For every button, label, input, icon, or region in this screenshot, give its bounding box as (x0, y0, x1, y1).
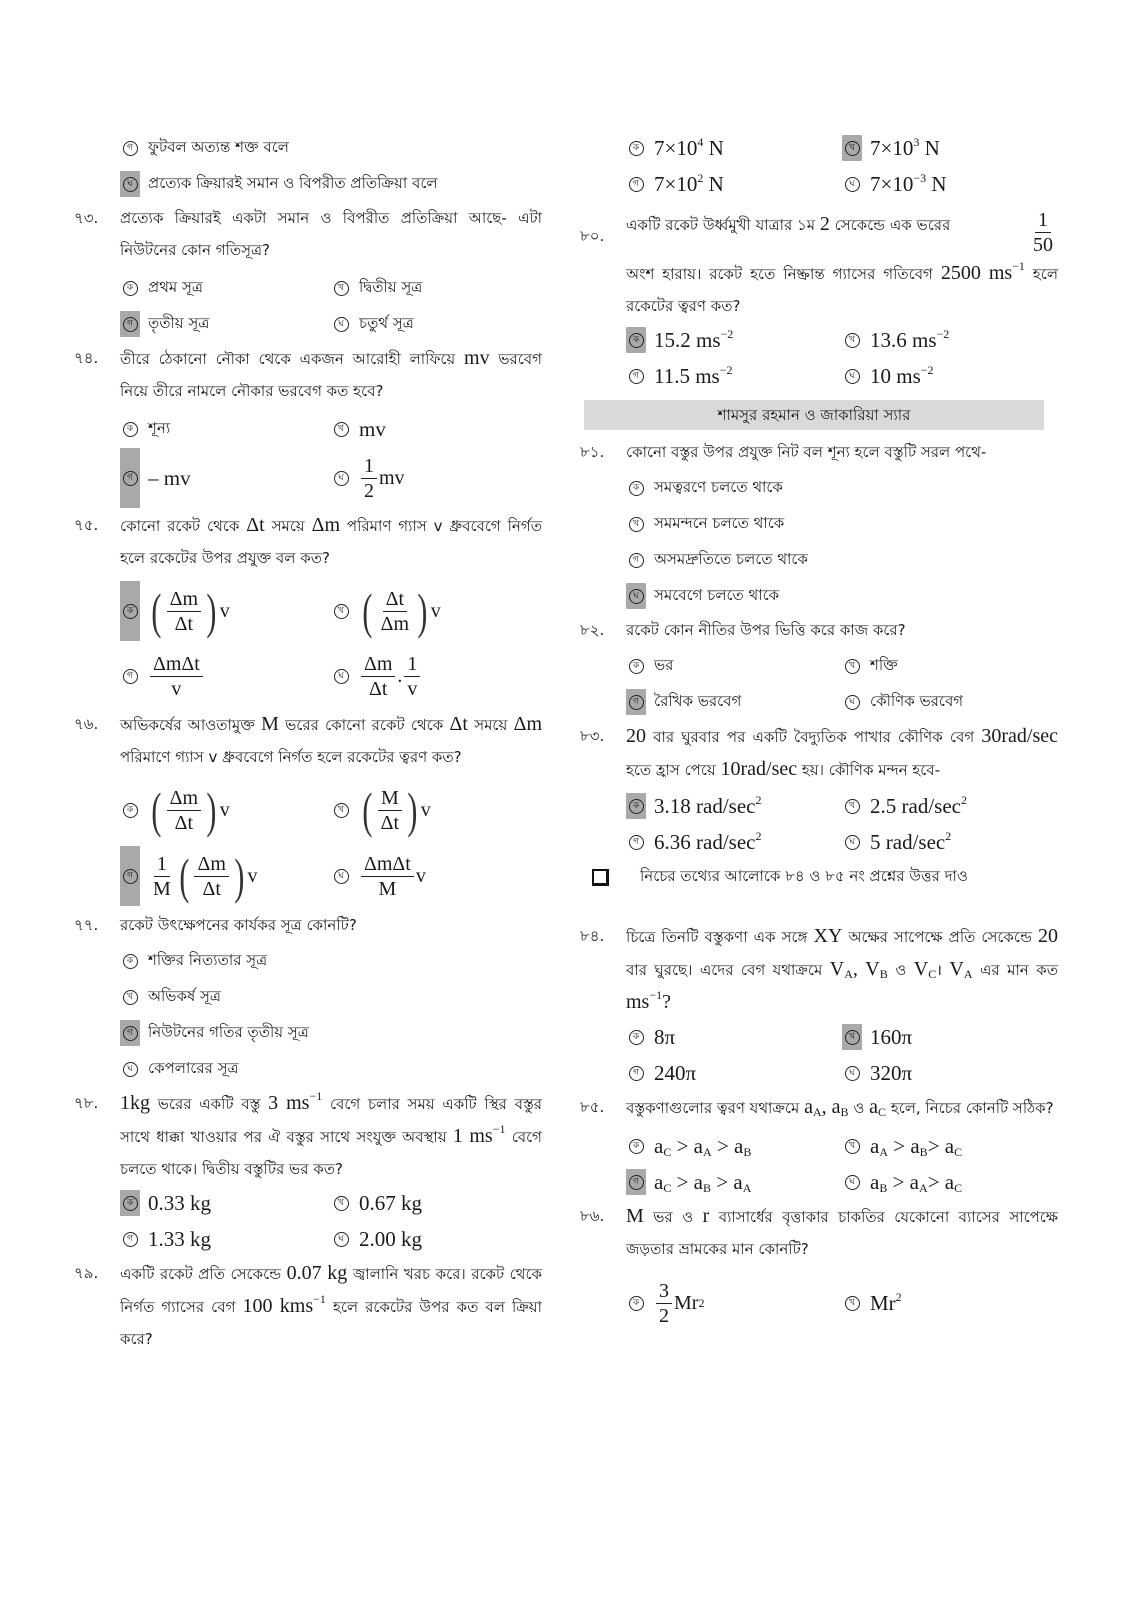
question-number: ৮০. (580, 227, 605, 245)
option-marker-gha-icon: ঘ (842, 171, 862, 197)
info-note (588, 860, 1058, 892)
option-formula: $\frac{1}{M}$ ( $\frac{\Delta m}{\Delta t}$ ) v (153, 848, 258, 904)
option-ga[interactable] (626, 166, 842, 202)
question-78 (74, 1087, 543, 1257)
option-kha[interactable] (842, 322, 1058, 358)
option-text: তৃতীয় সূত্র (148, 313, 210, 332)
option-ga[interactable] (626, 542, 1058, 578)
option-gha[interactable] (842, 824, 1058, 860)
option-ka[interactable] (626, 1273, 842, 1333)
option-ka[interactable] (626, 1128, 842, 1164)
question-80 (580, 208, 1058, 394)
option-text: 0.67 kg (359, 1190, 422, 1215)
option-marker-ka-icon: ক (626, 653, 646, 679)
option-marker-gha-icon: ঘ (120, 1056, 140, 1082)
option-marker-ka-icon: ক (626, 135, 646, 161)
question-text: রকেট কোন নীতির উপর ভিত্তি করে কাজ করে? (626, 621, 906, 639)
option-gha[interactable] (120, 1051, 542, 1087)
option-ka[interactable] (120, 943, 542, 979)
option-text: $7\times 10^4$ N (654, 134, 724, 160)
option-text: 8π (654, 1024, 676, 1049)
option-text: 0.33 kg (148, 1190, 211, 1215)
question-number: ৭৩. (74, 209, 99, 227)
option-ka[interactable] (120, 270, 331, 306)
question-text: রকেট উৎক্ষেপনের কার্যকর সূত্র কোনটি? (120, 916, 357, 934)
option-text: $7\times 10^3$ N (870, 134, 940, 160)
option-kha[interactable] (842, 648, 1058, 684)
option-marker-ga-icon: গ (120, 663, 140, 689)
question-text: 20 বার ঘুরবার পর একটি বৈদ্যুতিক পাখার কৌণিক বেগ 30rad/sec হতে হ্রাস পেয়ে 10rad/sec হয়। কৌণিক মন্দন হবে- (626, 725, 1058, 780)
option-text: 13.6 $ms^{-2}$ (870, 326, 950, 352)
option-text: প্রত্যেক ক্রিয়ারই সমান ও বিপরীত প্রতিক্রিয়া বলে (148, 173, 438, 192)
option-ga[interactable] (626, 824, 842, 860)
option-kha[interactable] (120, 979, 542, 1015)
option-marker-ka-highlighted-icon: ক (626, 327, 646, 353)
option-marker-kha-icon: খ (626, 511, 646, 537)
option-marker-ka-icon: ক (120, 416, 140, 442)
option-ga[interactable] (120, 1221, 331, 1257)
question-number: ৭৮. (74, 1094, 99, 1112)
option-marker-gha-icon: ঘ (331, 1226, 351, 1252)
option-marker-ka-icon: ক (626, 1133, 646, 1159)
question-number: ৮২. (580, 621, 605, 639)
question-82 (580, 614, 1058, 720)
option-ga[interactable] (120, 644, 331, 708)
question-text: প্রত্যেক ক্রিয়ারই একটা সমান ও বিপরীত প্রতিক্রিয়া আছে- এটা নিউটনের কোন গতিসূত্র? (120, 209, 542, 259)
option-marker-ka-icon: ক (120, 948, 140, 974)
option-text: অভিকর্ষ সূত্র (148, 986, 221, 1005)
question-text: 1kg ভরের একটি বস্তু 3 $ms^{-1}$ বেগে চলার সময় একটি স্থির বস্তুর সাথে ধাক্কা খাওয়ার পর ঐ বস্তুর সাথে সংযুক্ত অবস্থায় 1 $ms^{-1}$ বেগে চলতে থাকে। দ্বিতীয় বস্তুটির ভর কত? (120, 1089, 543, 1178)
note-text: নিচের তথ্যের আলোকে ৮৪ ও ৮৫ নং প্রশ্নের উত্তর দাও (640, 867, 968, 885)
option-text: নিউটনের গতির তৃতীয় সূত্র (148, 1022, 309, 1041)
option-text: কৌণিক ভরবেগ (870, 691, 964, 710)
option-marker-kha-icon: খ (842, 793, 862, 819)
option-text: $a_B > a_A> a_C$ (870, 1169, 963, 1195)
option-marker-kha-icon: খ (331, 1190, 351, 1216)
option-gha[interactable] (842, 684, 1058, 720)
option-text: শক্তির নিত্যতার সূত্র (148, 950, 268, 969)
option-marker-kha-highlighted-icon: খ (842, 135, 862, 161)
option-marker-ga-highlighted-icon: গ (120, 311, 140, 337)
option-ga-correct[interactable] (120, 843, 331, 909)
option-ga-correct[interactable] (120, 306, 331, 342)
option-marker-kha-icon: খ (842, 327, 862, 353)
question-number: ৮৬. (580, 1207, 605, 1225)
option-gha-correct[interactable] (120, 166, 542, 202)
option-text: $7\times 10^2$ N (654, 170, 724, 196)
option-marker-ga-icon: গ (626, 829, 646, 855)
question-text: কোনো বস্তুর উপর প্রযুক্ত নিট বল শূন্য হলে বস্তুটি সরল পথে- (626, 443, 987, 461)
option-marker-gha-icon: ঘ (842, 1169, 862, 1195)
question-text: অভিকর্ষের আওতামুক্ত M ভরের কোনো রকেট থেকে Δt সময়ে Δm পরিমাণে গ্যাস v ধ্রুববেগে নির্গত হলে রকেটের ত্বরণ কত? (120, 713, 542, 766)
option-kha[interactable] (842, 788, 1058, 824)
option-marker-gha-icon: ঘ (842, 829, 862, 855)
option-marker-ga-highlighted-icon: গ (626, 1169, 646, 1195)
option-ka-correct[interactable] (626, 322, 842, 358)
option-ka[interactable] (626, 648, 842, 684)
question-75 (74, 509, 542, 708)
option-gha[interactable] (842, 358, 1058, 394)
option-text: $a_A > a_B> a_C$ (870, 1133, 963, 1159)
option-gha[interactable] (331, 644, 542, 708)
option-kha[interactable] (331, 777, 542, 843)
option-gha[interactable] (331, 447, 542, 509)
option-marker-ga-icon: গ (120, 135, 140, 161)
option-ka[interactable] (626, 130, 842, 166)
option-ka[interactable] (626, 470, 1058, 506)
option-marker-kha-icon: খ (120, 984, 140, 1010)
question-72-tail (82, 130, 542, 202)
question-text: M ভর ও r ব্যাসার্ধের বৃত্তাকার চাকতির যেকোনো ব্যাসের সাপেক্ষে জড়তার ভ্রামকের মান কোনটি? (626, 1205, 1058, 1258)
option-formula: $\frac{\text{ΔmΔt}}{M}$ v (359, 852, 426, 901)
option-kha[interactable] (331, 270, 542, 306)
option-text: 5 rad/$\sec^2$ (870, 828, 952, 854)
option-marker-kha-icon: খ (842, 1290, 862, 1316)
option-formula: ( $\frac{\Delta m}{\Delta t}$ ) v (151, 583, 230, 639)
option-text: 11.5 $ms^{-2}$ (654, 362, 733, 388)
option-formula: $\frac{1}{2}$ mv (359, 454, 405, 503)
option-marker-kha-icon: খ (331, 598, 351, 624)
question-text: তীরে ঠেকানো নৌকা থেকে একজন আরোহী লাফিয়ে mv ভরবেগ নিয়ে তীরে নামলে নৌকার ভরবেগ কত হবে? (120, 347, 542, 400)
option-text: সমবেগে চলতে থাকে (654, 585, 780, 604)
option-text: – mv (148, 465, 191, 490)
option-ka-correct[interactable] (120, 578, 331, 644)
option-ga-correct[interactable] (120, 447, 331, 509)
question-number: ৭৪. (74, 349, 99, 367)
option-marker-gha-highlighted-icon: ঘ (626, 583, 646, 609)
question-number: ৮৩. (580, 727, 605, 745)
option-gha-correct[interactable] (626, 578, 1058, 614)
option-kha-correct[interactable] (842, 1019, 1058, 1055)
option-text: $a_C > a_B > a_A$ (654, 1169, 752, 1195)
option-gha[interactable] (331, 306, 542, 342)
option-marker-ka-icon: ক (626, 475, 646, 501)
option-formula: $\frac{\text{ΔmΔt}}{v}$ (148, 652, 205, 701)
option-text: 10 $ms^{-2}$ (870, 362, 934, 388)
option-ga-correct[interactable] (120, 1015, 542, 1051)
question-73 (74, 202, 542, 342)
question-74 (74, 342, 542, 509)
option-ga[interactable] (626, 1055, 842, 1091)
option-marker-ga-icon: গ (120, 1226, 140, 1252)
option-formula: ( $\frac{M}{\Delta t}$ ) v (362, 782, 431, 838)
option-gha[interactable] (331, 1221, 542, 1257)
option-marker-kha-highlighted-icon: খ (842, 1024, 862, 1050)
question-79 (74, 1257, 542, 1355)
option-ga-correct[interactable] (626, 1164, 842, 1200)
option-text: 1.33 kg (148, 1226, 211, 1251)
option-marker-gha-icon: ঘ (331, 311, 351, 337)
question-number: ৮৪. (580, 927, 605, 945)
question-83 (580, 720, 1058, 860)
option-ka[interactable] (120, 411, 331, 447)
option-text: ফুটবল অত্যন্ত শক্ত বলে (148, 137, 289, 156)
question-77 (74, 909, 542, 1087)
option-marker-kha-icon: খ (331, 275, 351, 301)
option-marker-ga-highlighted-icon: গ (120, 846, 140, 906)
option-kha[interactable] (842, 1128, 1058, 1164)
option-gha[interactable] (842, 166, 1058, 202)
option-formula: $\frac{\Delta m}{\Delta t}$ . $\frac{1}{v}$ (359, 652, 422, 701)
question-84 (580, 920, 1058, 1091)
option-text: Mr$^2$ (870, 1289, 902, 1315)
option-marker-gha-icon: ঘ (331, 465, 351, 491)
option-marker-gha-icon: ঘ (331, 863, 351, 889)
option-text: 240π (654, 1060, 697, 1085)
option-text: শূন্য (148, 418, 171, 437)
option-text: $a_C > a_A > a_B$ (654, 1133, 752, 1159)
option-marker-ka-icon: ক (120, 275, 140, 301)
question-number: ৭৭. (74, 916, 99, 934)
option-marker-gha-icon: ঘ (331, 663, 351, 689)
question-number: ৮১. (580, 443, 605, 461)
option-marker-ka-highlighted-icon: ক (626, 793, 646, 819)
option-formula: ( $\frac{\Delta m}{\Delta t}$ ) v (151, 782, 230, 838)
question-85 (580, 1091, 1058, 1200)
question-number: ৭৬. (74, 715, 99, 733)
option-formula: ( $\frac{\Delta t}{\Delta m}$ ) v (362, 583, 441, 639)
option-kha[interactable] (331, 1185, 542, 1221)
option-marker-ka-highlighted-icon: ক (120, 581, 140, 641)
option-text: 320π (870, 1060, 913, 1085)
question-76 (74, 708, 542, 909)
option-text: অসমদ্রুতিতে চলতে থাকে (654, 549, 808, 568)
option-text: 3.18 rad/$\sec^2$ (654, 792, 762, 818)
option-marker-ga-highlighted-icon: গ (120, 448, 140, 508)
option-text: প্রথম সূত্র (148, 277, 203, 296)
question-86 (580, 1200, 1058, 1333)
question-text: চিত্রে তিনটি বস্তুকণা এক সঙ্গে XY অক্ষের সাপেক্ষে প্রতি সেকেন্ডে 20 বার ঘুরছে। এদের বেগ যথাক্রমে $V_A$, $V_B$ ও $V_C।$ $V_A$ এর মান কত $ms^{-1}$? (626, 925, 1058, 1013)
option-text: কেপলারের সূত্র (148, 1058, 239, 1077)
option-kha[interactable] (626, 506, 1058, 542)
option-marker-gha-icon: ঘ (842, 1060, 862, 1086)
option-text: সমত্বরণে চলতে থাকে (654, 477, 783, 496)
option-ka-correct[interactable] (120, 1185, 331, 1221)
option-ga-correct[interactable] (626, 684, 842, 720)
section-banner: শামসুর রহমান ও জাকারিয়া স্যার (584, 400, 1044, 430)
question-81 (580, 436, 1058, 614)
option-ka-correct[interactable] (626, 788, 842, 824)
left-column (74, 130, 543, 1355)
option-gha[interactable] (842, 1164, 1058, 1200)
option-text: $7\times 10^{-3}$ N (870, 170, 947, 196)
option-marker-kha-icon: খ (842, 1133, 862, 1159)
option-ka[interactable] (626, 1019, 842, 1055)
option-marker-gha-icon: ঘ (842, 363, 862, 389)
option-text: 2.5 rad/$\sec^2$ (870, 792, 967, 818)
option-text: 15.2 $ms^{-2}$ (654, 326, 734, 352)
question-number: ৮৫. (580, 1098, 605, 1116)
option-formula: $\frac{3}{2}$ Mr 2 (654, 1279, 704, 1328)
option-text: ভর (654, 655, 674, 674)
question-text: একটি রকেট উর্ধ্বমুখী যাত্রার ১ম 2 সেকেন্ডে এক ভরের $\frac{1}{50}$ অংশ হারায়। রকেট হতে নিষ্ক্রান্ত গ্যাসের গতিবেগ 2500 $ms^{-1}$ হলে রকেটের ত্বরণ কত? (626, 209, 1058, 315)
option-marker-ga-highlighted-icon: গ (120, 1020, 140, 1046)
option-text: 2.00 kg (359, 1226, 422, 1251)
question-number: ৭৯. (74, 1264, 99, 1282)
option-marker-ga-icon: গ (626, 547, 646, 573)
option-marker-kha-icon: খ (842, 653, 862, 679)
option-gha[interactable] (842, 1055, 1058, 1091)
option-gha[interactable] (331, 843, 542, 909)
question-text: একটি রকেট প্রতি সেকেন্ডে 0.07 kg জ্বালানি খরচ করে। রকেট থেকে নির্গত গ্যাসের বেগ 100 kms$^{-1}$ হলে রকেটের উপর কত বল ক্রিয়া করে? (120, 1262, 542, 1348)
option-text: সমমন্দনে চলতে থাকে (654, 513, 785, 532)
option-ga[interactable] (120, 130, 542, 166)
option-text: রৈখিক ভরবেগ (654, 691, 742, 710)
question-number: ৭৫. (74, 516, 99, 534)
right-column (580, 130, 1058, 1333)
option-text: mv (359, 416, 386, 441)
option-marker-ka-icon: ক (120, 797, 140, 823)
checkbox-square-icon (592, 869, 609, 886)
option-marker-gha-highlighted-icon: ঘ (120, 171, 140, 197)
option-marker-ka-icon: ক (626, 1024, 646, 1050)
question-text: বস্তুকণাগুলোর ত্বরণ যথাক্রমে $a_A$, $a_B$ ও $a_C$ হলে, নিচের কোনটি সঠিক? (626, 1096, 1054, 1119)
option-text: দ্বিতীয় সূত্র (359, 277, 423, 296)
question-text: কোনো রকেট থেকে Δt সময়ে Δm পরিমাণ গ্যাস v ধ্রুববেগে নির্গত হলে রকেটের উপর প্রযুক্ত বল কত? (120, 514, 542, 567)
option-marker-ga-icon: গ (626, 363, 646, 389)
option-marker-gha-icon: ঘ (842, 689, 862, 715)
option-kha[interactable] (842, 1273, 1058, 1333)
question-79-options (588, 130, 1058, 202)
option-kha-correct[interactable] (842, 130, 1058, 166)
option-marker-ka-highlighted-icon: ক (120, 1190, 140, 1216)
option-ka[interactable] (120, 777, 331, 843)
option-marker-ga-icon: গ (626, 1060, 646, 1086)
option-text: 6.36 rad/$\sec^2$ (654, 828, 762, 854)
option-marker-kha-icon: খ (331, 797, 351, 823)
option-marker-ga-highlighted-icon: গ (626, 689, 646, 715)
option-marker-ga-icon: গ (626, 171, 646, 197)
option-text: 160π (870, 1024, 913, 1049)
option-text: চতুর্থ সূত্র (359, 313, 414, 332)
option-ga[interactable] (626, 358, 842, 394)
option-kha[interactable] (331, 578, 542, 644)
option-text: শক্তি (870, 655, 898, 674)
option-kha[interactable] (331, 411, 542, 447)
option-marker-kha-icon: খ (331, 416, 351, 442)
option-marker-ka-icon: ক (626, 1290, 646, 1316)
